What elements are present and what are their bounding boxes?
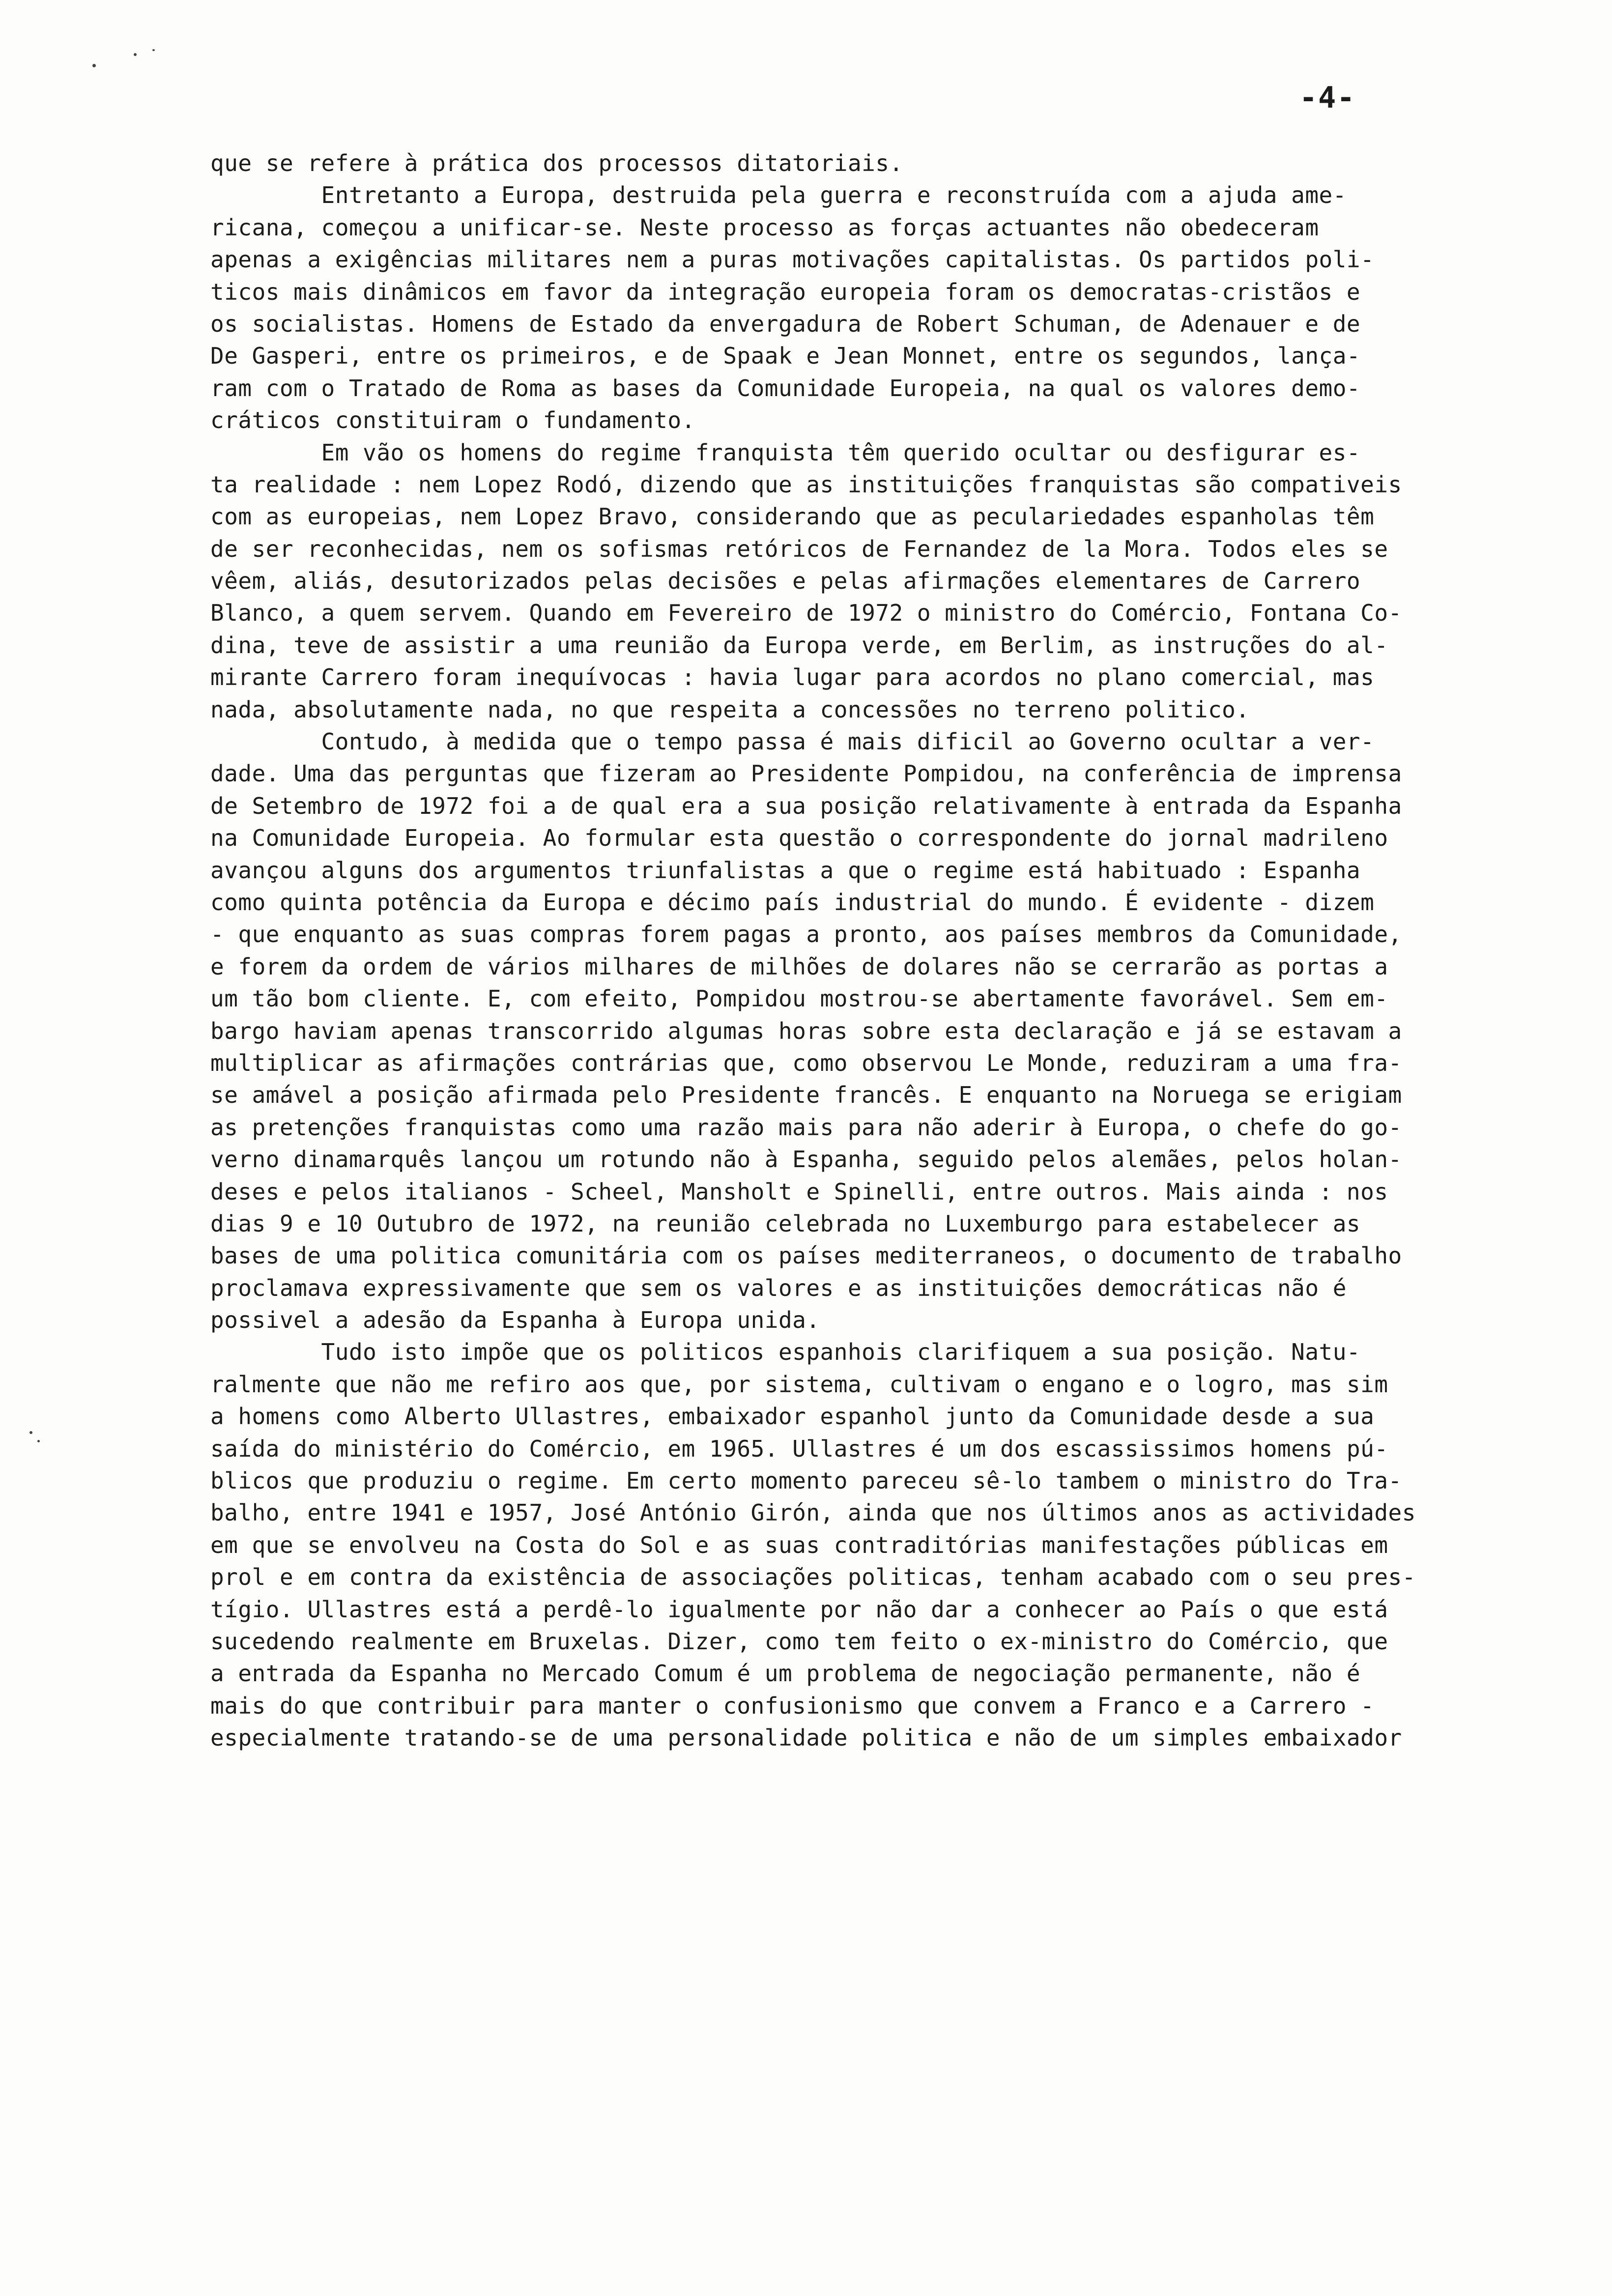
text-line: como quinta potência da Europa e décimo país industrial do mundo. É evidente - dizem	[210, 889, 1375, 916]
text-line: e forem da ordem de vários milhares de milhões de dolares não se cerrarão as portas a	[210, 953, 1388, 980]
text-line: avançou alguns dos argumentos triunfalistas a que o regime está habituado : Espanha	[210, 857, 1361, 884]
text-line: na Comunidade Europeia. Ao formular esta questão o correspondente do jornal madrileno	[210, 825, 1388, 852]
body-text	[210, 147, 1573, 1754]
text-line: - que enquanto as suas compras forem pagas a pronto, aos países membros da Comunidade,	[210, 921, 1402, 948]
text-line: saída do ministério do Comércio, em 1965. Ullastres é um dos escassissimos homens pú-	[210, 1435, 1388, 1462]
text-line: blicos que produziu o regime. Em certo momento pareceu sê-lo tambem o ministro do Tra-	[210, 1467, 1402, 1494]
text-line: ricana, começou a unificar-se. Neste processo as forças actuantes não obedeceram	[210, 214, 1319, 241]
text-line: De Gasperi, entre os primeiros, e de Spaak e Jean Monnet, entre os segundos, lança-	[210, 343, 1361, 370]
text-line: cráticos constituiram o fundamento.	[210, 407, 695, 434]
text-line: de ser reconhecidas, nem os sofismas retóricos de Fernandez de la Mora. Todos eles se	[210, 535, 1388, 562]
text-line: especialmente tratando-se de uma personalidade politica e não de um simples embaixador	[210, 1724, 1402, 1751]
text-line: as pretenções franquistas como uma razão mais para não aderir à Europa, o chefe do go-	[210, 1114, 1402, 1141]
text-line: com as europeias, nem Lopez Bravo, considerando que as peculariedades espanholas têm	[210, 503, 1375, 530]
text-line: proclamava expressivamente que sem os valores e as instituições democráticas não é	[210, 1274, 1347, 1301]
text-line: Tudo isto impõe que os politicos espanhois clarifiquem a sua posição. Natu-	[210, 1339, 1361, 1366]
text-line: nada, absolutamente nada, no que respeita a concessões no terreno politico.	[210, 696, 1250, 723]
text-line: de Setembro de 1972 foi a de qual era a sua posição relativamente à entrada da Espanha	[210, 792, 1402, 819]
text-line: bases de uma politica comunitária com os países mediterraneos, o documento de trabalho	[210, 1242, 1402, 1269]
text-line: vêem, aliás, desutorizados pelas decisões e pelas afirmações elementares de Carrero	[210, 568, 1361, 595]
text-line: dade. Uma das perguntas que fizeram ao Presidente Pompidou, na conferência de imprensa	[210, 760, 1402, 787]
text-line: mirante Carrero foram inequívocas : havia lugar para acordos no plano comercial, mas	[210, 664, 1375, 691]
text-line: Blanco, a quem servem. Quando em Fevereiro de 1972 o ministro do Comércio, Fontana Co-	[210, 600, 1402, 627]
text-line: ta realidade : nem Lopez Rodó, dizendo que as instituições franquistas são compativeis	[210, 471, 1402, 498]
text-line: Contudo, à medida que o tempo passa é mais dificil ao Governo ocultar a ver-	[210, 728, 1375, 755]
text-line: bargo haviam apenas transcorrido algumas horas sobre esta declaração e já se estavam a	[210, 1017, 1402, 1044]
text-line: prol e em contra da existência de associações politicas, tenham acabado com o seu pres-	[210, 1564, 1416, 1591]
text-line: Entretanto a Europa, destruida pela guerra e reconstruída com a ajuda ame-	[210, 182, 1347, 209]
text-line: balho, entre 1941 e 1957, José António Girón, ainda que nos últimos anos as actividades	[210, 1499, 1416, 1526]
text-line: dias 9 e 10 Outubro de 1972, na reunião celebrada no Luxemburgo para estabelecer as	[210, 1210, 1361, 1237]
text-line: apenas a exigências militares nem a puras motivações capitalistas. Os partidos poli-	[210, 246, 1375, 273]
text-line: em que se envolveu na Costa do Sol e as suas contraditórias manifestações públicas em	[210, 1531, 1388, 1558]
text-line: tígio. Ullastres está a perdê-lo igualmente por não dar a conhecer ao País o que está	[210, 1596, 1388, 1623]
text-line: ticos mais dinâmicos em favor da integração europeia foram os democratas-cristãos e	[210, 278, 1361, 305]
text-line: verno dinamarquês lançou um rotundo não à Espanha, seguido pelos alemães, pelos holan-	[210, 1146, 1402, 1173]
text-line: a homens como Alberto Ullastres, embaixador espanhol junto da Comunidade desde a sua	[210, 1403, 1375, 1430]
text-line: que se refere à prática dos processos ditatoriais.	[210, 150, 903, 176]
text-line: ram com o Tratado de Roma as bases da Comunidade Europeia, na qual os valores demo-	[210, 374, 1361, 402]
text-line: deses e pelos italianos - Scheel, Mansholt e Spinelli, entre outros. Mais ainda : nos	[210, 1178, 1388, 1205]
text-line: ralmente que não me refiro aos que, por sistema, cultivam o engano e o logro, mas sim	[210, 1371, 1388, 1398]
page-number: -4-	[1299, 81, 1356, 115]
text-line: um tão bom cliente. E, com efeito, Pompidou mostrou-se abertamente favorável. Sem em-	[210, 985, 1388, 1012]
text-line: sucedendo realmente em Bruxelas. Dizer, como tem feito o ex-ministro do Comércio, que	[210, 1628, 1388, 1655]
text-line: os socialistas. Homens de Estado da envergadura de Robert Schuman, de Adenauer e de	[210, 310, 1361, 337]
text-line: Em vão os homens do regime franquista têm querido ocultar ou desfigurar es-	[210, 439, 1361, 466]
text-line: possivel a adesão da Espanha à Europa unida.	[210, 1307, 820, 1334]
text-line: a entrada da Espanha no Mercado Comum é um problema de negociação permanente, não é	[210, 1660, 1361, 1687]
text-line: multiplicar as afirmações contrárias que, como observou Le Monde, reduziram a uma fra-	[210, 1049, 1402, 1076]
text-line: dina, teve de assistir a uma reunião da Europa verde, em Berlim, as instruções do al-	[210, 631, 1388, 659]
text-line: mais do que contribuir para manter o confusionismo que convem a Franco e a Carrero -	[210, 1692, 1375, 1719]
text-line: se amável a posição afirmada pelo Presidente francês. E enquanto na Noruega se erigiam	[210, 1082, 1402, 1109]
